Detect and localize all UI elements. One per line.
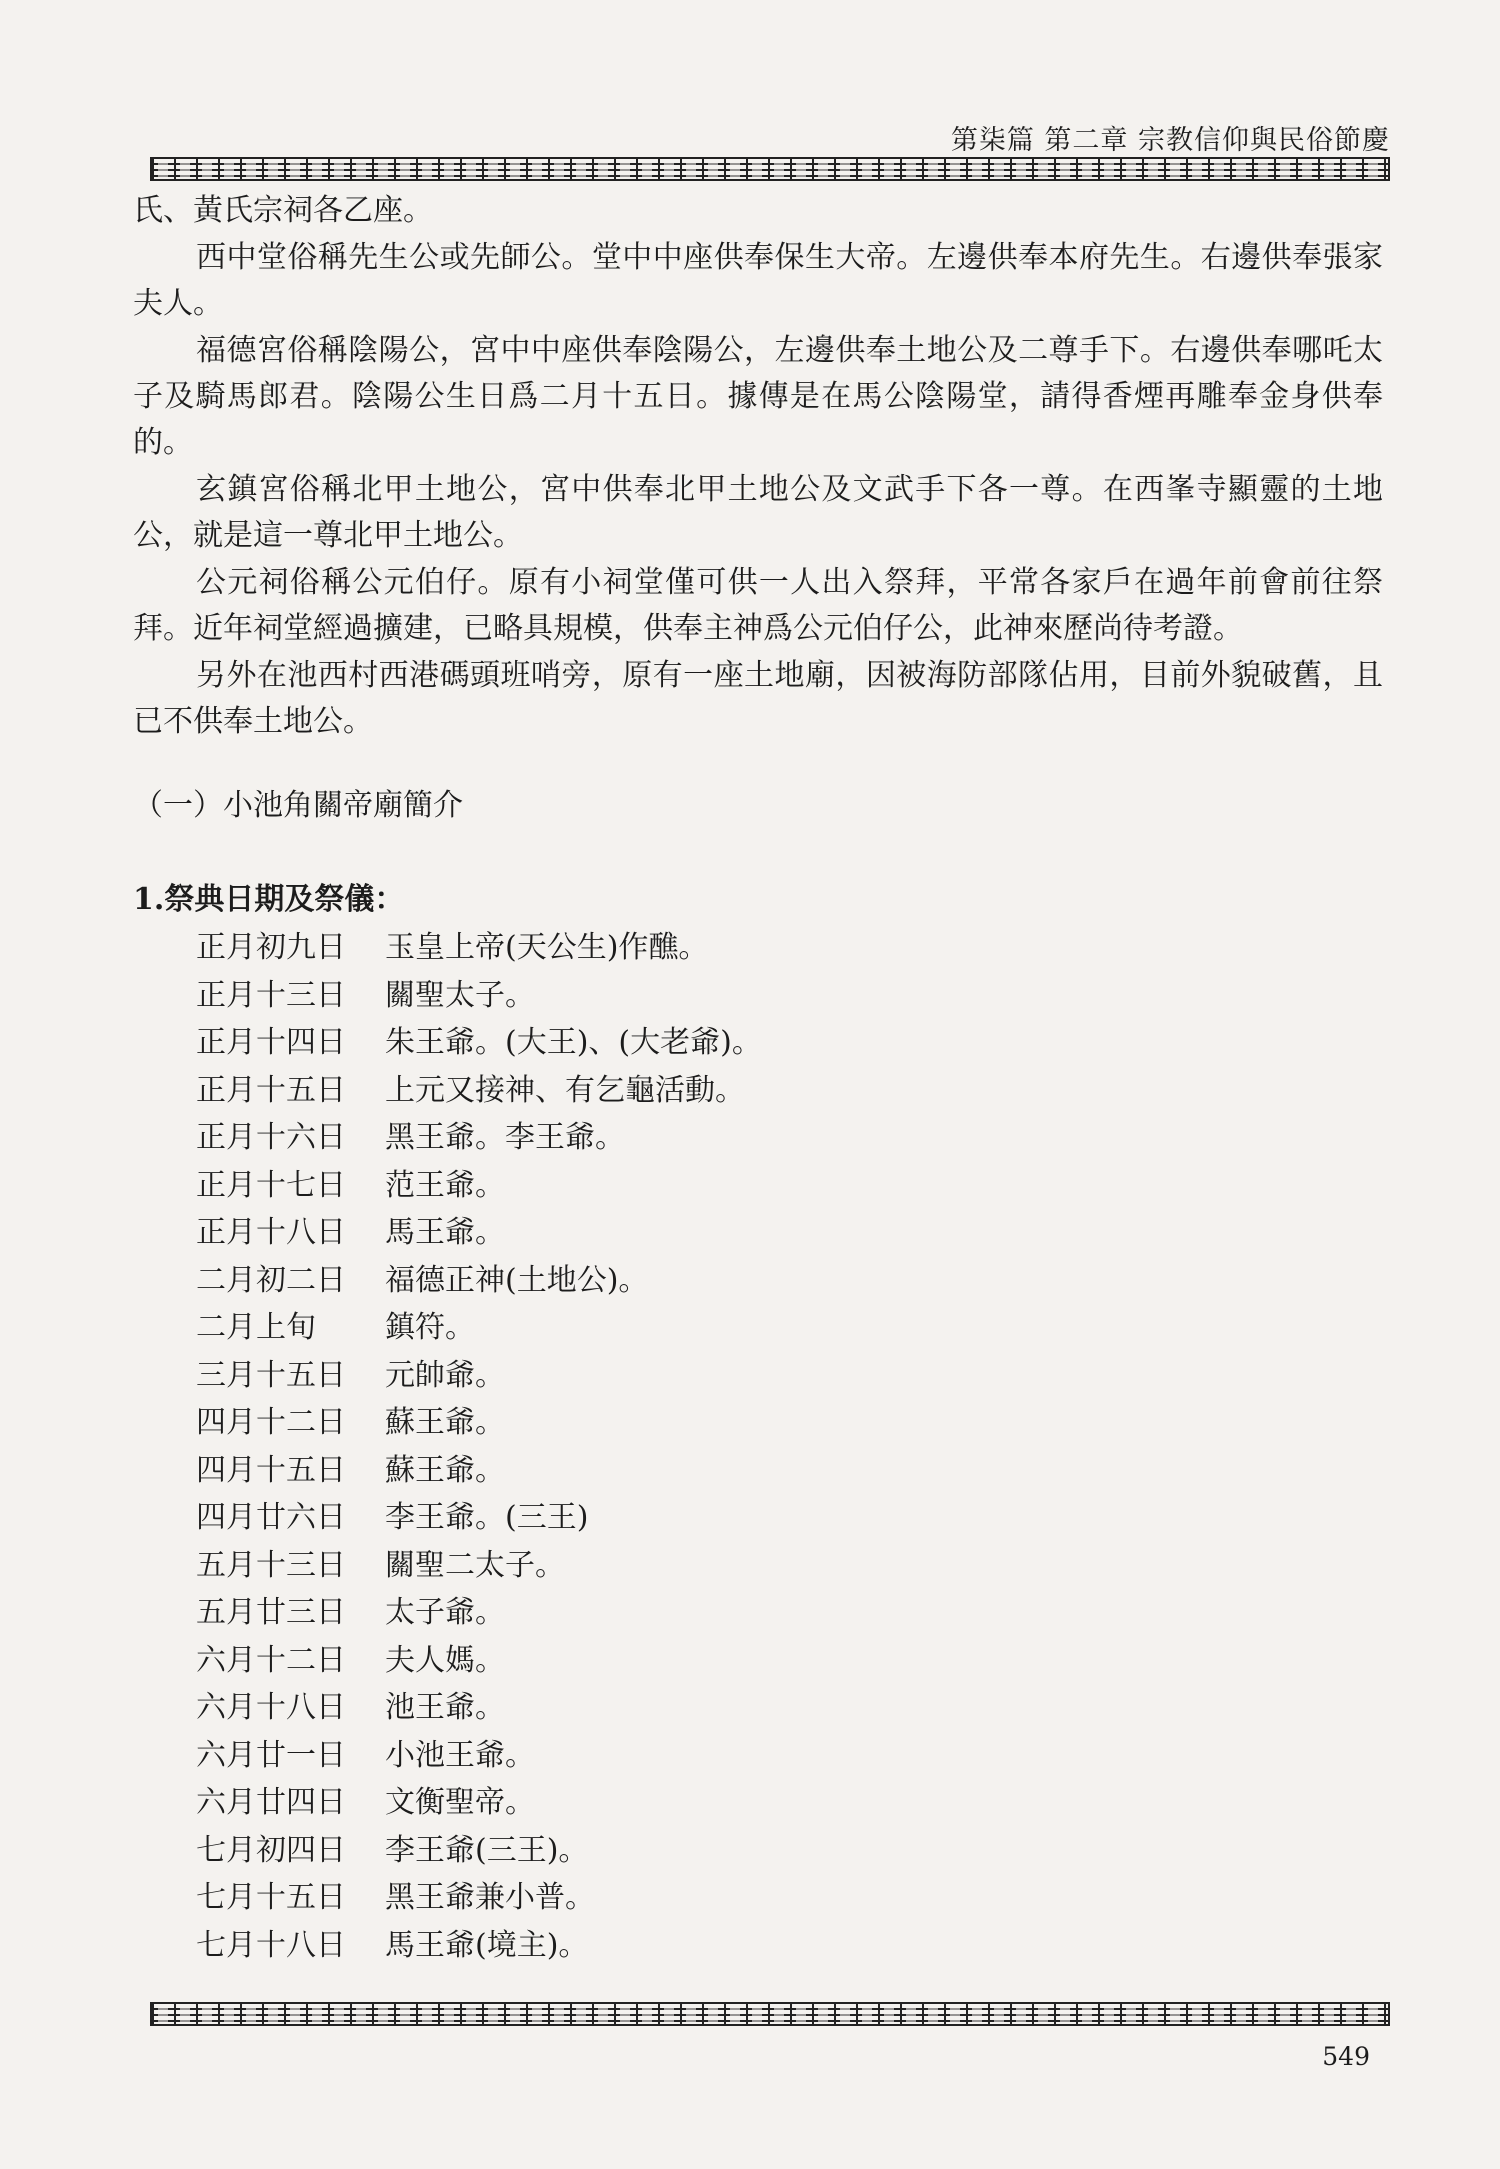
paragraph: 公元祠俗稱公元伯仔。原有小祠堂僅可供一人出入祭拜，平常各家戶在過年前會前往祭拜。近年祠堂經過擴建，已略具規模，供奉主神爲公元伯仔公，此神來歷尚待考證。 (133, 565, 1383, 646)
schedule-date: 正月十四日 (196, 1025, 346, 1060)
schedule-date: 三月十五日 (196, 1357, 346, 1393)
schedule-event: 池王爺。 (385, 1690, 505, 1725)
schedule-item (133, 973, 1383, 1021)
schedule-item (133, 1210, 1383, 1258)
schedule-event: 元帥爺。 (385, 1357, 505, 1393)
schedule-date: 二月上旬 (196, 1310, 316, 1345)
schedule-item (133, 1163, 1383, 1211)
schedule-event: 蘇王爺。 (385, 1405, 505, 1440)
schedule-item (133, 925, 1383, 973)
schedule-item (133, 1020, 1383, 1068)
schedule-event: 關聖太子。 (385, 977, 535, 1013)
schedule-event: 小池王爺。 (385, 1737, 535, 1773)
schedule-date: 五月十三日 (196, 1547, 346, 1583)
schedule-event: 上元又接神、有乞龜活動。 (385, 1072, 745, 1108)
decorative-border-bottom (150, 2002, 1390, 2026)
schedule-item (133, 1875, 1383, 1923)
schedule-item (133, 1068, 1383, 1116)
schedule-event: 黑王爺。李王爺。 (385, 1120, 625, 1155)
schedule-item (133, 1638, 1383, 1686)
schedule-event: 馬王爺(境主)。 (385, 1927, 589, 1963)
schedule-date: 正月十三日 (196, 977, 346, 1013)
paragraph: 玄鎮宮俗稱北甲土地公，宮中供奉北甲土地公及文武手下各一尊。在西峯寺顯靈的土地公，就是這一尊北甲土地公。 (133, 472, 1383, 553)
schedule-date: 六月廿四日 (196, 1785, 346, 1820)
schedule-item (133, 1685, 1383, 1733)
schedule-item (133, 1495, 1383, 1543)
schedule-item (133, 1590, 1383, 1638)
schedule-date: 七月十八日 (196, 1927, 346, 1963)
paragraph: 氏、黃氏宗祠各乙座。 (133, 193, 433, 228)
schedule-event: 李王爺。(三王) (385, 1500, 589, 1535)
running-header: 第柒篇 第二章 宗教信仰與民俗節慶 (950, 125, 1390, 156)
schedule-date: 六月廿一日 (196, 1737, 346, 1773)
schedule-date: 正月十五日 (196, 1072, 346, 1108)
schedule-event: 鎮符。 (385, 1310, 475, 1345)
schedule-item (133, 1448, 1383, 1496)
page-number: 549 (1322, 2042, 1370, 2071)
schedule-event: 李王爺(三王)。 (385, 1832, 589, 1868)
schedule-item (133, 1828, 1383, 1876)
schedule-date: 正月十八日 (196, 1215, 346, 1250)
schedule-event: 玉皇上帝(天公生)作醮。 (385, 930, 709, 965)
paragraph: 另外在池西村西港碼頭班哨旁，原有一座土地廟，因被海防部隊佔用，目前外貌破舊，且已不供奉土地公。 (133, 658, 1383, 739)
schedule-event: 朱王爺。(大王)、(大老爺)。 (385, 1025, 762, 1060)
schedule-item (133, 1400, 1383, 1448)
schedule-item (133, 1305, 1383, 1353)
schedule-item (133, 1780, 1383, 1828)
schedule-event: 夫人媽。 (385, 1642, 505, 1678)
schedule-date: 六月十八日 (196, 1690, 346, 1725)
schedule-date: 二月初二日 (196, 1262, 346, 1298)
schedule-event: 范王爺。 (385, 1167, 505, 1203)
schedule-date: 正月初九日 (196, 930, 346, 965)
schedule-item (133, 1733, 1383, 1781)
schedule-event: 馬王爺。 (385, 1215, 505, 1250)
schedule-date: 正月十七日 (196, 1167, 346, 1203)
schedule-item (133, 1258, 1383, 1306)
decorative-border-top (150, 157, 1390, 181)
schedule-event: 蘇王爺。 (385, 1452, 505, 1488)
schedule-date: 四月十二日 (196, 1405, 346, 1440)
page-body (133, 188, 1383, 1970)
schedule-event: 黑王爺兼小普。 (385, 1880, 595, 1915)
schedule-item (133, 1353, 1383, 1401)
paragraph: 福德宮俗稱陰陽公，宮中中座供奉陰陽公，左邊供奉土地公及二尊手下。右邊供奉哪吒太子及騎馬郎君。陰陽公生日爲二月十五日。據傳是在馬公陰陽堂，請得香煙再雕奉金身供奉的。 (133, 333, 1383, 460)
schedule-item (133, 1115, 1383, 1163)
paragraph: 西中堂俗稱先生公或先師公。堂中中座供奉保生大帝。左邊供奉本府先生。右邊供奉張家夫人。 (133, 240, 1383, 321)
schedule-date: 四月十五日 (196, 1452, 346, 1488)
section-title: （一）小池角關帝廟簡介 (133, 788, 463, 823)
subsection-title: 1.祭典日期及祭儀： (133, 882, 405, 917)
schedule-date: 正月十六日 (196, 1120, 346, 1155)
schedule-event: 關聖二太子。 (385, 1547, 565, 1583)
schedule-item (133, 1923, 1383, 1971)
schedule-item (133, 1543, 1383, 1591)
ritual-schedule-list (133, 925, 1383, 1970)
schedule-event: 文衡聖帝。 (385, 1785, 535, 1820)
schedule-date: 七月初四日 (196, 1832, 346, 1868)
schedule-event: 福德正神(土地公)。 (385, 1262, 649, 1298)
schedule-date: 七月十五日 (196, 1880, 346, 1915)
schedule-date: 四月廿六日 (196, 1500, 346, 1535)
schedule-date: 六月十二日 (196, 1642, 346, 1678)
schedule-date: 五月廿三日 (196, 1595, 346, 1630)
schedule-event: 太子爺。 (385, 1595, 505, 1630)
